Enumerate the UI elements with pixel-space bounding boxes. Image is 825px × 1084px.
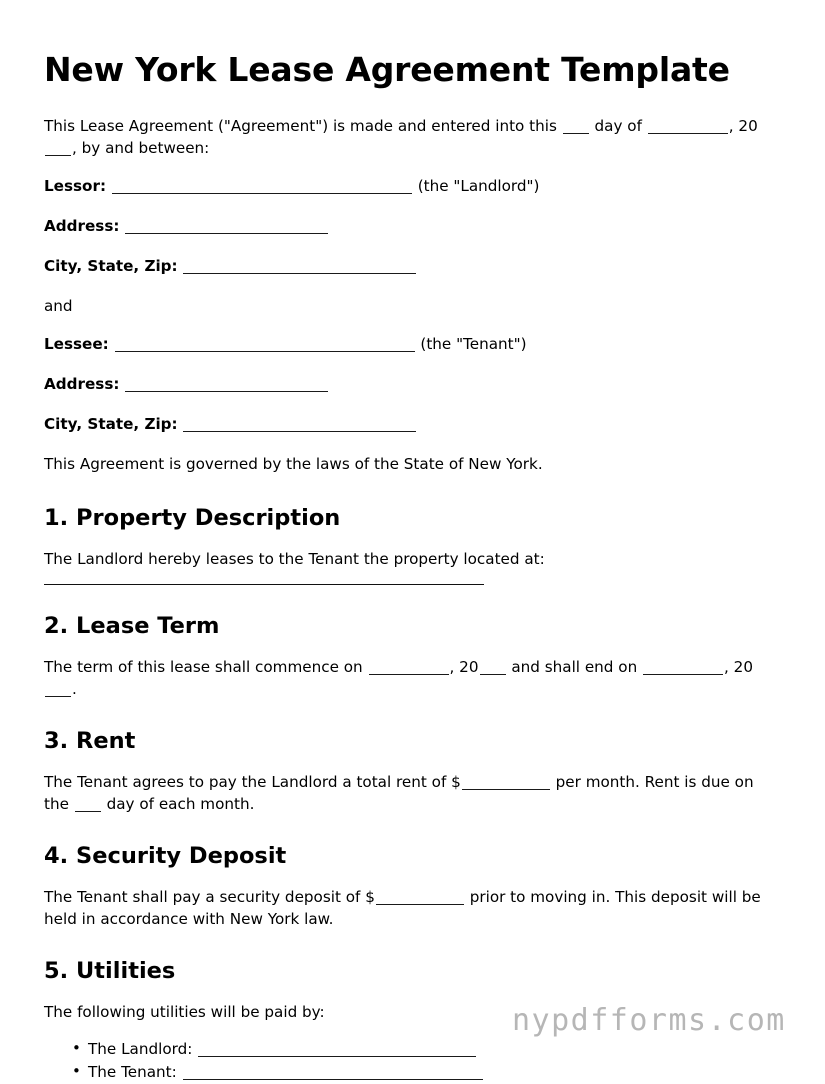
utility-landlord-label: The Landlord: <box>88 1039 193 1058</box>
rent-text-part3: day of each month. <box>106 795 255 814</box>
lessee-city-input[interactable] <box>183 418 416 432</box>
lessor-city-input[interactable] <box>183 260 416 274</box>
property-address-input[interactable] <box>44 584 484 585</box>
lessor-city-label: City, State, Zip: <box>44 257 178 276</box>
lessee-suffix: (the "Tenant") <box>420 335 527 354</box>
intro-month-blank[interactable] <box>648 120 728 134</box>
intro-text-part4: , by and between: <box>72 138 210 157</box>
lease-start-date-blank[interactable] <box>369 661 449 675</box>
lessor-address-label: Address: <box>44 217 120 236</box>
intro-year-blank[interactable] <box>45 142 71 156</box>
watermark: nypdfforms.com <box>512 1003 786 1038</box>
intro-text-part2: day of <box>594 116 642 135</box>
governing-law-paragraph: This Agreement is governed by the laws of the State of New York. <box>44 455 543 474</box>
lease-term-text-part2: , 20 <box>449 658 479 677</box>
intro-day-blank[interactable] <box>563 120 589 134</box>
utility-tenant-label: The Tenant: <box>88 1062 177 1081</box>
utility-landlord-input[interactable] <box>198 1043 476 1057</box>
lessor-address-input[interactable] <box>125 220 328 234</box>
section-body-lease-term <box>44 656 770 700</box>
deposit-text-part1: The Tenant shall pay a security deposit of $ <box>44 888 375 907</box>
rent-due-day-blank[interactable] <box>75 798 101 812</box>
deposit-text-part2: prior to moving in. This deposit will be held in accordance with New York law. <box>44 888 761 929</box>
field-row-lessor <box>44 175 770 197</box>
section-heading-utilities: 5. Utilities <box>44 958 176 985</box>
lessee-name-input[interactable] <box>115 338 415 352</box>
lease-start-year-blank[interactable] <box>480 661 506 675</box>
lease-end-date-blank[interactable] <box>643 661 723 675</box>
field-row-lessee-address <box>44 373 770 395</box>
lessor-suffix: (the "Landlord") <box>417 177 540 196</box>
lessee-city-label: City, State, Zip: <box>44 415 178 434</box>
section-heading-property-description: 1. Property Description <box>44 505 341 532</box>
lessor-label: Lessor: <box>44 177 107 196</box>
rent-amount-blank[interactable] <box>462 776 550 790</box>
field-row-lessee <box>44 333 770 355</box>
list-item <box>44 1061 770 1084</box>
conjunction-and: and <box>44 297 73 316</box>
lease-term-text-part4: , 20 <box>724 658 754 677</box>
lease-term-text-part5: . <box>72 680 77 699</box>
section-body-security-deposit <box>44 886 770 930</box>
field-row-lessor-address <box>44 215 770 237</box>
section-body-rent <box>44 771 770 815</box>
lease-term-text-part1: The term of this lease shall commence on <box>44 658 363 677</box>
lessee-label: Lessee: <box>44 335 109 354</box>
lessee-address-input[interactable] <box>125 378 328 392</box>
field-row-lessee-city <box>44 413 770 435</box>
field-row-lessor-city <box>44 255 770 277</box>
intro-text-part1: This Lease Agreement ("Agreement") is made and entered into this <box>44 116 557 135</box>
lessee-address-label: Address: <box>44 375 120 394</box>
intro-paragraph <box>44 115 770 159</box>
list-item <box>44 1038 770 1061</box>
section-body-utilities: The following utilities will be paid by: <box>44 1003 325 1022</box>
utilities-list <box>44 1038 770 1084</box>
section-body-property-description: The Landlord hereby leases to the Tenant the property located at: <box>44 550 545 569</box>
lessor-name-input[interactable] <box>112 180 412 194</box>
document-content <box>44 52 770 1084</box>
section-heading-lease-term: 2. Lease Term <box>44 613 220 640</box>
rent-text-part2: per month. Rent is due on the <box>44 773 754 814</box>
lease-term-text-part3: and shall end on <box>511 658 638 677</box>
lease-end-year-blank[interactable] <box>45 683 71 697</box>
deposit-amount-blank[interactable] <box>376 891 464 905</box>
rent-text-part1: The Tenant agrees to pay the Landlord a total rent of $ <box>44 773 461 792</box>
section-heading-rent: 3. Rent <box>44 728 136 755</box>
section-heading-security-deposit: 4. Security Deposit <box>44 843 287 870</box>
page-title: New York Lease Agreement Template <box>44 50 730 89</box>
intro-text-part3: , 20 <box>728 116 758 135</box>
